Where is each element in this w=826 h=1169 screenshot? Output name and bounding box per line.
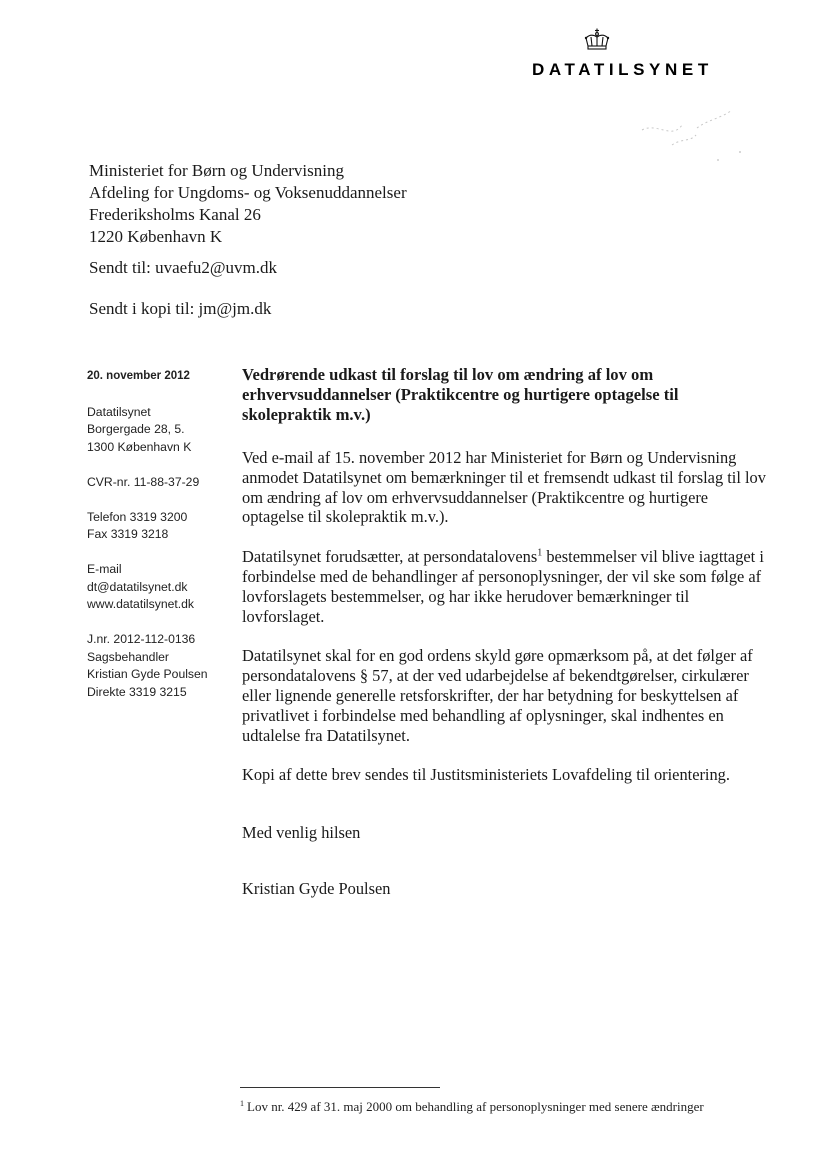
footnote-text: Lov nr. 429 af 31. maj 2000 om behandling af personoplysninger med senere ændringer [247,1099,704,1114]
address-line: Ministeriet for Børn og Undervisning [89,161,344,180]
closing: Med venlig hilsen [242,823,361,843]
sender-address-line: 1300 København K [87,439,192,454]
paragraph-4: Kopi af dette brev sendes til Justitsministeriets Lovafdeling til orientering. [242,765,730,785]
letter-subject: Vedrørende udkast til forslag til lov om ændring af lov om erhvervsuddannelser (Praktikcentre og hurtigere optagelse til skolepraktik m.v.) [242,365,679,424]
paragraph-2-end: bestemmelser vil blive iagttaget i forbindelse med de behandlinger af personoplysninger, der vil ske som følge af lovforslagets bestemmelser, og har ikke herudover bemærkninger til lovforslaget. [242,547,764,626]
datatilsynet-logo [532,28,754,88]
phone-info [87,509,227,544]
email-address: dt@datatilsynet.dk [87,579,188,594]
website: www.datatilsynet.dk [87,597,195,611]
address-line: Afdeling for Ungdoms- og Voksenuddannelser [89,183,407,202]
scan-smudge [612,100,752,170]
case-number: J.nr. 2012-112-0136 [87,632,196,646]
contact-info [87,561,227,614]
case-info [87,631,227,701]
cvr-number [87,474,227,492]
footnote [240,1099,704,1115]
fax-line: Fax 3319 3218 [87,527,169,541]
address-line: Frederiksholms Kanal 26 [89,205,261,224]
paragraph-2-start: Datatilsynet forudsætter, at persondatalovens [242,547,538,567]
letter-date: 20. november 2012 [87,370,190,382]
sent-copy-line: Sendt i kopi til: jm@jm.dk [89,299,272,318]
cvr-line: CVR-nr. 11-88-37-29 [87,474,200,489]
footnote-marker: 1 [240,1098,244,1108]
sender-address-line: Borgergade 28, 5. [87,422,185,436]
direct-phone: Direkte 3319 3215 [87,684,187,699]
logo-wordmark: DATATILSYNET [532,60,713,79]
sender-info-sidebar [87,368,227,719]
case-handler-name: Kristian Gyde Poulsen [87,667,208,681]
paragraph-1: Ved e-mail af 15. november 2012 har Ministeriet for Børn og Undervisning anmodet Datatilsynet om bemærkninger til et fremsendt udkast til forslag til lov om ændring af lov om erhvervsuddannelser (Praktikcentre og hurtigere optagelse til skolepraktik m.v.). [242,448,766,527]
email-label: E-mail [87,562,122,576]
sender-address [87,404,227,457]
footnote-divider [240,1087,440,1088]
address-line: 1220 København K [89,227,223,246]
letter-body [242,365,767,919]
paragraph-3: Datatilsynet skal for en god ordens skyld gøre opmærksom på, at det følger af persondatalovens § 57, at der ved udarbejdelse af bekendtgørelser, cirkulærer eller lignende generelle retsforskrifter, der har betydning for beskyttelsen af privatlivet i forbindelse med behandling af oplysninger, skal indhentes en udtalelse fra Datatilsynet. [242,646,753,745]
case-handler-label: Sagsbehandler [87,649,169,664]
recipient-address [89,160,407,248]
royal-crown-icon [582,28,612,52]
paragraph-2 [242,547,767,626]
sender-address-line: Datatilsynet [87,404,151,419]
footnote-reference: 1 [537,547,543,559]
sent-to-line: Sendt til: uvaefu2@uvm.dk [89,258,277,277]
phone-line: Telefon 3319 3200 [87,509,188,524]
signature-name: Kristian Gyde Poulsen [242,878,391,898]
